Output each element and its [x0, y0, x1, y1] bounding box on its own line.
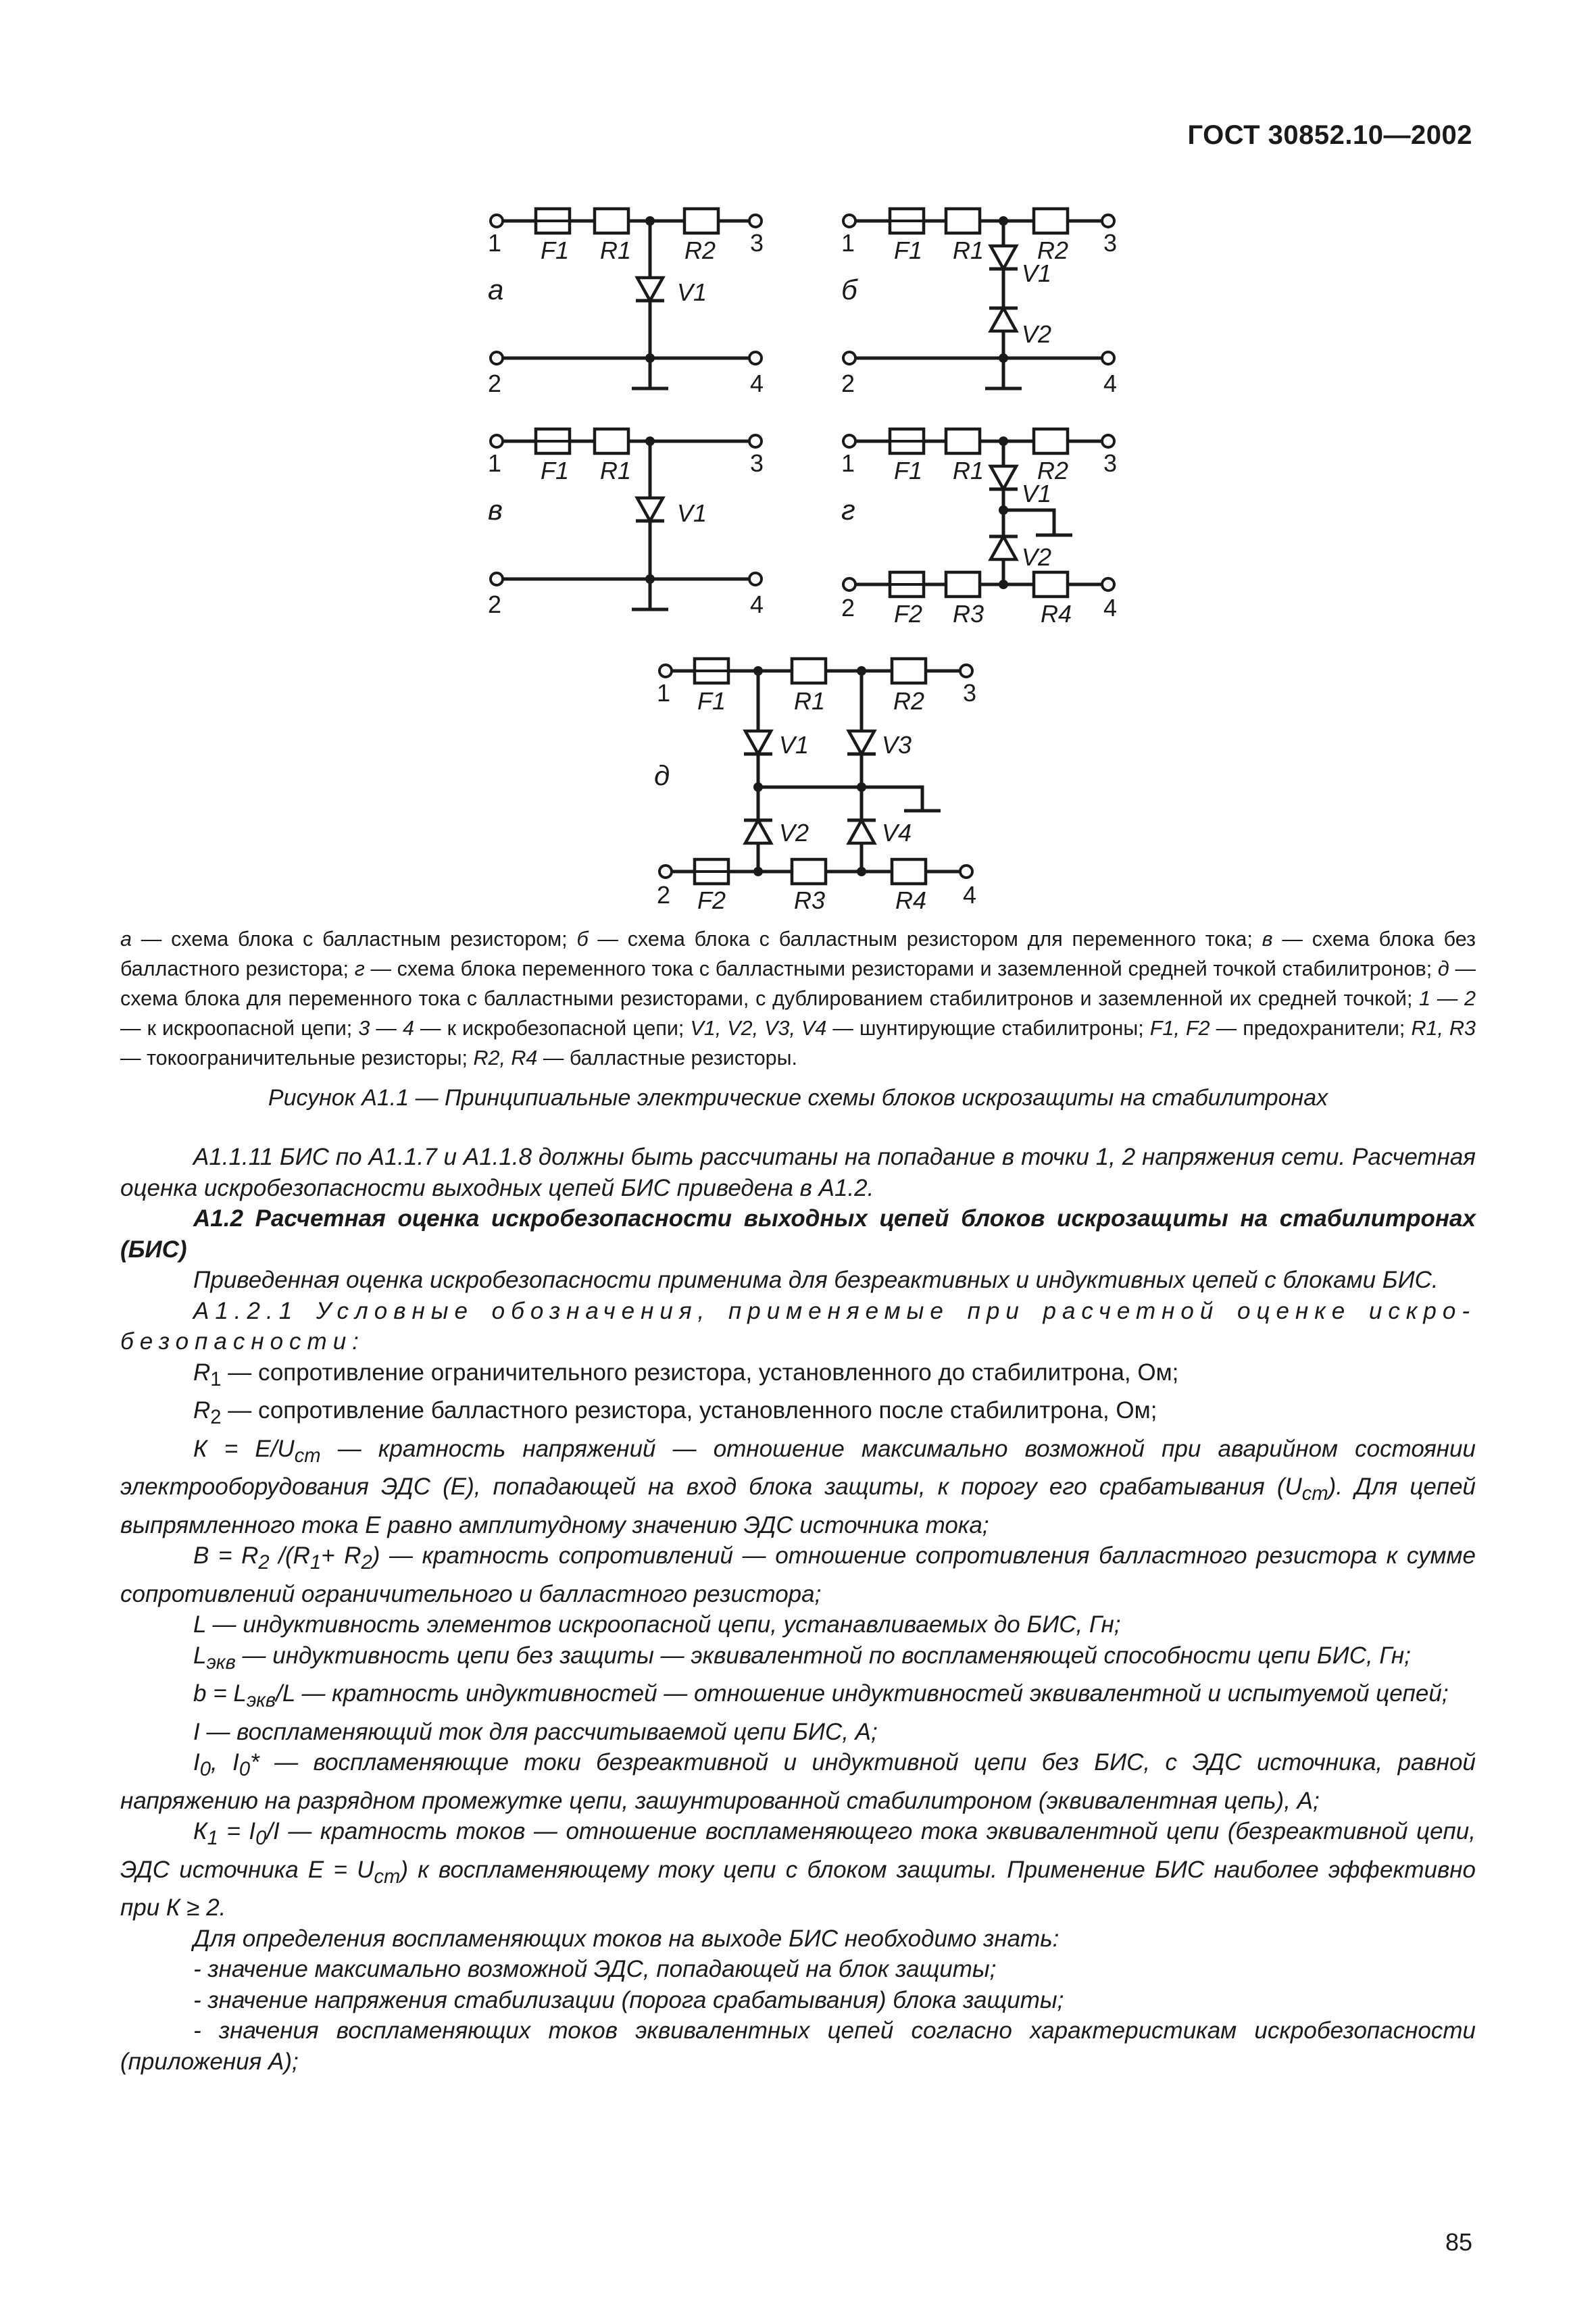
- svg-text:V2: V2: [1022, 543, 1052, 571]
- list-item: - значение максимально возможной ЭДС, попадающей на блок защиты;: [193, 1956, 997, 1982]
- schematic-a: [488, 209, 764, 397]
- paragraph-a1-1-11: А1.1.11 БИС по А1.1.7 и А1.1.8 должны быть рассчитаны на попадание в точки 1, 2 напряжения сети. Расчетная оценка искробезопасности выходных цепей БИС приведена в А1.2.: [120, 1144, 1476, 1201]
- svg-text:R1: R1: [600, 457, 632, 484]
- page-number: 85: [1445, 2228, 1472, 2256]
- definition-i: I — воспламеняющий ток для рассчитываемой цепи БИС, А;: [193, 1718, 878, 1745]
- svg-text:4: 4: [963, 881, 977, 909]
- list-item: - значения воспламеняющих токов эквивалентных цепей согласно характеристикам искробезопасности (приложения А);: [120, 2017, 1476, 2075]
- resistor-r2: [1034, 209, 1068, 233]
- fuse-f2: [695, 859, 728, 884]
- definition-l: L — индуктивность элементов искроопасной цепи, устанавливаемых до БИС, Гн;: [193, 1611, 1121, 1638]
- svg-text:а: а: [488, 274, 504, 305]
- paragraph-a1-2-1: А1.2.1 Условные обозначения, применяемые при расчетной оценке искро- безопасности:: [120, 1297, 1476, 1355]
- svg-text:3: 3: [750, 449, 764, 477]
- svg-text:R4: R4: [1041, 600, 1072, 628]
- svg-text:F1: F1: [541, 457, 570, 484]
- svg-text:R2: R2: [1037, 236, 1069, 264]
- resistor-r1: [595, 429, 628, 453]
- definition-b-small: $b = L_{экв}/L$ — кратность индуктивностей — отношение индуктивностей эквивалентной и испытуемой цепей;: [193, 1680, 1449, 1711]
- svg-text:4: 4: [1103, 594, 1118, 622]
- zener-v1: [636, 278, 664, 301]
- zener-v1: [744, 731, 772, 754]
- svg-text:R4: R4: [895, 886, 927, 914]
- resistor-r1: [595, 209, 628, 233]
- resistor-r2: [684, 209, 718, 233]
- svg-text:4: 4: [750, 370, 764, 397]
- fuse-f1: [536, 429, 570, 453]
- resistor-r1: [792, 659, 826, 683]
- svg-text:4: 4: [1103, 370, 1118, 397]
- resistor-r4: [892, 859, 926, 884]
- resistor-r2: [892, 659, 926, 683]
- zener-v4: [847, 820, 876, 843]
- svg-text:F1: F1: [541, 236, 570, 264]
- svg-text:F1: F1: [894, 457, 923, 484]
- definition-r1: $R_1$ — сопротивление ограничительного резистора, установленного до стабилитрона, Ом;: [193, 1359, 1179, 1390]
- zener-v2: [744, 820, 772, 843]
- definition-k1: $К_1 = I_0/I$ — кратность токов — отношение воспламеняющего тока эквивалентной цепи (безреактивной цепи, ЭДС источника $Е = U_{ст}$) к воспламеняющему току цепи с блоком защиты. Применение БИС наиболее эффективно при К ≥ 2.: [120, 1818, 1476, 1921]
- fuse-f1: [536, 209, 570, 233]
- zener-v1: [636, 498, 664, 521]
- svg-text:R1: R1: [794, 687, 826, 715]
- svg-text:1: 1: [841, 449, 855, 477]
- svg-text:2: 2: [488, 370, 502, 397]
- svg-text:3: 3: [750, 229, 764, 257]
- svg-text:3: 3: [1103, 449, 1118, 477]
- resistor-r2: [1034, 429, 1068, 453]
- svg-text:V1: V1: [1022, 259, 1052, 287]
- svg-text:V1: V1: [779, 731, 809, 759]
- resistor-r3: [792, 859, 826, 884]
- legend-key-b: б: [576, 928, 589, 951]
- svg-text:V2: V2: [1022, 320, 1052, 348]
- section-heading-a1-2: А1.2 Расчетная оценка искробезопасности выходных цепей блоков искрозащиты на стабилитронах (БИС): [120, 1205, 1476, 1263]
- definition-k: $К = Е/U_{ст}$ — кратность напряжений — отношение максимально возможной при аварийном состоянии электрооборудования ЭДС (Е), попадающей на вход блока защиты, к порогу его срабатывания $(U_{ст})$. Для цепей выпрямленного тока Е равно амплитудному значению ЭДС источника тока;: [120, 1435, 1476, 1538]
- svg-text:R3: R3: [953, 600, 984, 628]
- svg-text:в: в: [488, 494, 503, 526]
- svg-text:R1: R1: [953, 236, 984, 264]
- figure-caption: Рисунок А1.1 — Принципиальные электрические схемы блоков искрозащиты на стабилитронах: [268, 1085, 1328, 1111]
- svg-text:4: 4: [750, 590, 764, 618]
- standard-header: ГОСТ 30852.10—2002: [1187, 120, 1472, 150]
- zener-v2: [989, 308, 1018, 331]
- svg-text:R2: R2: [684, 236, 716, 264]
- paragraph-requirements: Для определения воспламеняющих токов на выходе БИС необходимо знать:: [193, 1925, 1059, 1952]
- svg-text:R1: R1: [953, 457, 984, 484]
- svg-text:V4: V4: [882, 819, 912, 847]
- svg-text:2: 2: [841, 594, 855, 622]
- svg-text:3: 3: [1103, 229, 1118, 257]
- svg-text:3: 3: [963, 679, 977, 707]
- zener-v3: [847, 731, 876, 754]
- zener-v2: [989, 536, 1018, 559]
- zener-v1: [989, 246, 1018, 269]
- svg-text:1: 1: [657, 679, 671, 707]
- legend-key-d: д: [1437, 957, 1449, 980]
- legend-key-v-list: V1, V2, V3, V4: [690, 1017, 827, 1040]
- svg-text:1: 1: [488, 449, 502, 477]
- svg-text:V1: V1: [677, 499, 707, 527]
- svg-text:2: 2: [841, 370, 855, 397]
- zener-v1: [989, 466, 1018, 489]
- svg-text:F2: F2: [697, 886, 726, 914]
- svg-text:R3: R3: [794, 886, 826, 914]
- svg-text:1: 1: [841, 229, 855, 257]
- svg-text:д: д: [654, 759, 670, 791]
- svg-text:V3: V3: [882, 731, 912, 759]
- svg-text:1: 1: [488, 229, 502, 257]
- schematic-g: [841, 429, 1117, 628]
- svg-text:R1: R1: [600, 236, 632, 264]
- resistor-r4: [1034, 572, 1068, 597]
- svg-text:R2: R2: [1037, 457, 1069, 484]
- figure-legend: а — схема блока с балластным резистором; б — схема блока с балластным резистором для переменного тока; в — схема блока без балластного резистора; г — схема блока переменного тока с балластными резисторами и заземленной средней точкой стабилитронов; д — схема блока для переменного тока с балластными резисторами, с дублированием стабилитронов и заземленной их средней точкой; 1 — 2 — к искроопасной цепи; 3 — 4 — к искробезопасной цепи; V1, V2, V3, V4 — шунтирующие стабилитроны; F1, F2 — предохранители; R1, R3 — токоограничительные резисторы; R2, R4 — балластные резисторы.: [120, 928, 1476, 1070]
- legend-key-34: 3 — 4: [358, 1017, 414, 1040]
- svg-text:F2: F2: [894, 600, 923, 628]
- svg-text:2: 2: [488, 590, 502, 618]
- fuse-f1: [695, 659, 728, 683]
- svg-text:V1: V1: [677, 278, 707, 306]
- legend-key-r24: R2, R4: [473, 1047, 538, 1070]
- fuse-f1: [890, 209, 924, 233]
- schematic-v: [488, 429, 764, 618]
- svg-text:V2: V2: [779, 819, 809, 847]
- svg-text:R2: R2: [893, 687, 925, 715]
- definition-r2: $R_2$ — сопротивление балластного резистора, установленного после стабилитрона, Ом;: [193, 1397, 1157, 1428]
- body-text: [120, 1142, 1476, 2077]
- definition-l-eq: $L_{экв}$ — индуктивность цепи без защиты — эквивалентной по воспламеняющей способности цепи БИС, Гн;: [193, 1642, 1411, 1674]
- resistor-r1: [946, 209, 980, 233]
- resistor-r3: [946, 572, 980, 597]
- legend-key-g: г: [354, 957, 365, 980]
- svg-text:V1: V1: [1022, 480, 1052, 507]
- legend-key-v: в: [1262, 928, 1273, 951]
- definition-b: $В = R_2$ $/(R_1+ R_2)$ — кратность сопротивлений — отношение сопротивления балластного резистора к сумме сопротивлений ограничительного и балластного резистора;: [120, 1542, 1476, 1607]
- definition-i0: $I_0$, $I_0*$ — воспламеняющие токи безреактивной и индуктивной цепи без БИС, с ЭДС источника, равной напряжению на разрядном промежутке цепи, зашунтированной стабилитроном (эквивалентная цепь), А;: [120, 1749, 1476, 1814]
- fuse-f1: [890, 429, 924, 453]
- circuit-figure: [0, 0, 1596, 959]
- paragraph-applicability: Приведенная оценка искробезопасности применима для безреактивных и индуктивных цепей с блоками БИС.: [193, 1267, 1439, 1293]
- resistor-r1: [946, 429, 980, 453]
- legend-key-12: 1 — 2: [1419, 987, 1476, 1010]
- svg-text:г: г: [841, 494, 855, 526]
- svg-text:F1: F1: [697, 687, 726, 715]
- list-item: - значение напряжения стабилизации (порога срабатывания) блока защиты;: [193, 1986, 1064, 2013]
- svg-text:F1: F1: [894, 236, 923, 264]
- schematic-d: [654, 659, 976, 914]
- legend-key-f-list: F1, F2: [1149, 1017, 1210, 1040]
- svg-text:2: 2: [657, 881, 671, 909]
- legend-key-a: а: [120, 928, 132, 951]
- fuse-f2: [890, 572, 924, 597]
- schematic-b: [841, 209, 1117, 397]
- legend-key-r13: R1, R3: [1411, 1017, 1476, 1040]
- svg-text:б: б: [841, 274, 857, 305]
